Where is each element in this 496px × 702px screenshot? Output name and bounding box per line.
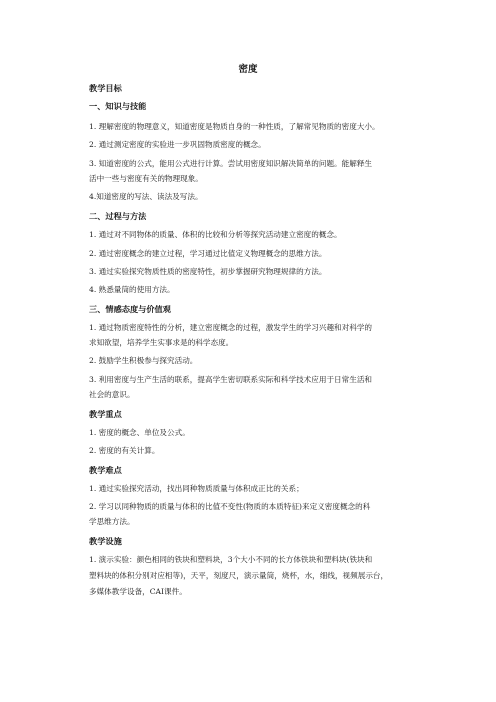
attitude-item-3: 3. 利用密度与生产生活的联系，提高学生密切联系实际和科学技术应用于日常生活和 xyxy=(89,375,373,384)
heading-teaching-focus: 教学重点 xyxy=(89,409,122,419)
equipment-item-1: 1. 演示实验：颜色相同的铁块和塑料块，3个大小不同的长方体铁块和塑料块(铁块和 xyxy=(89,555,373,564)
document-title: 密度 xyxy=(238,64,258,75)
process-item-4: 4. 熟悉量筒的使用方法。 xyxy=(89,285,175,294)
knowledge-item-2: 2. 通过测定密度的实验进一步巩固物质密度的概念。 xyxy=(89,140,266,149)
knowledge-item-1: 1. 理解密度的物理意义，知道密度是物质自身的一种性质，了解常见物质的密度大小。 xyxy=(89,122,380,131)
equipment-item-1-cont2: 多媒体教学设备，CAI课件。 xyxy=(89,587,187,596)
heading-attitude-values: 三、情感态度与价值观 xyxy=(89,304,171,314)
difficulty-item-2: 2. 学习以同种物质的质量与体积的比值不变性(物质的本质特征)来定义密度概念的科 xyxy=(89,502,371,511)
heading-process-methods: 二、过程与方法 xyxy=(89,211,147,221)
heading-teaching-difficulty: 教学难点 xyxy=(89,465,122,475)
heading-knowledge-skills: 一、知识与技能 xyxy=(89,101,147,111)
knowledge-item-3: 3. 知道密度的公式，能用公式进行计算。尝试用密度知识解决简单的问题。能解释生 xyxy=(89,159,373,168)
process-item-2: 2. 通过密度概念的建立过程，学习通过比值定义物理概念的思维方法。 xyxy=(89,249,327,258)
difficulty-item-2-cont: 学思维方法。 xyxy=(89,517,135,526)
knowledge-item-4: 4.知道密度的写法、读法及写法。 xyxy=(89,192,203,201)
difficulty-item-1: 1. 通过实验探究活动，找出同种物质质量与体积成正比的关系； xyxy=(89,484,304,493)
attitude-item-1: 1. 通过物质密度特性的分析，建立密度概念的过程，激发学生的学习兴趣和对科学的 xyxy=(89,323,373,332)
attitude-item-1-cont: 求知欲望，培养学生实事求是的科学态度。 xyxy=(89,338,234,347)
knowledge-item-3-cont: 活中一些与密度有关的物理现象。 xyxy=(89,174,203,183)
attitude-item-2: 2. 鼓励学生积极参与探究活动。 xyxy=(89,356,198,365)
equipment-item-1-cont: 塑料块的体积分别对应相等)，天平，刻度尺，演示量筒，烧杯，水，细线，视频展示台， xyxy=(89,571,389,580)
heading-teaching-goals: 教学目标 xyxy=(89,83,122,93)
process-item-3: 3. 通过实验探究物质性质的密度特性，初步掌握研究物理规律的方法。 xyxy=(89,267,327,276)
heading-teaching-equipment: 教学设施 xyxy=(89,536,122,546)
attitude-item-3-cont: 社会的意识。 xyxy=(89,390,135,399)
focus-item-2: 2. 密度的有关计算。 xyxy=(89,446,160,455)
process-item-1: 1. 通过对不同物体的质量、体积的比较和分析等探究活动建立密度的概念。 xyxy=(89,230,342,239)
focus-item-1: 1. 密度的概念、单位及公式。 xyxy=(89,428,190,437)
